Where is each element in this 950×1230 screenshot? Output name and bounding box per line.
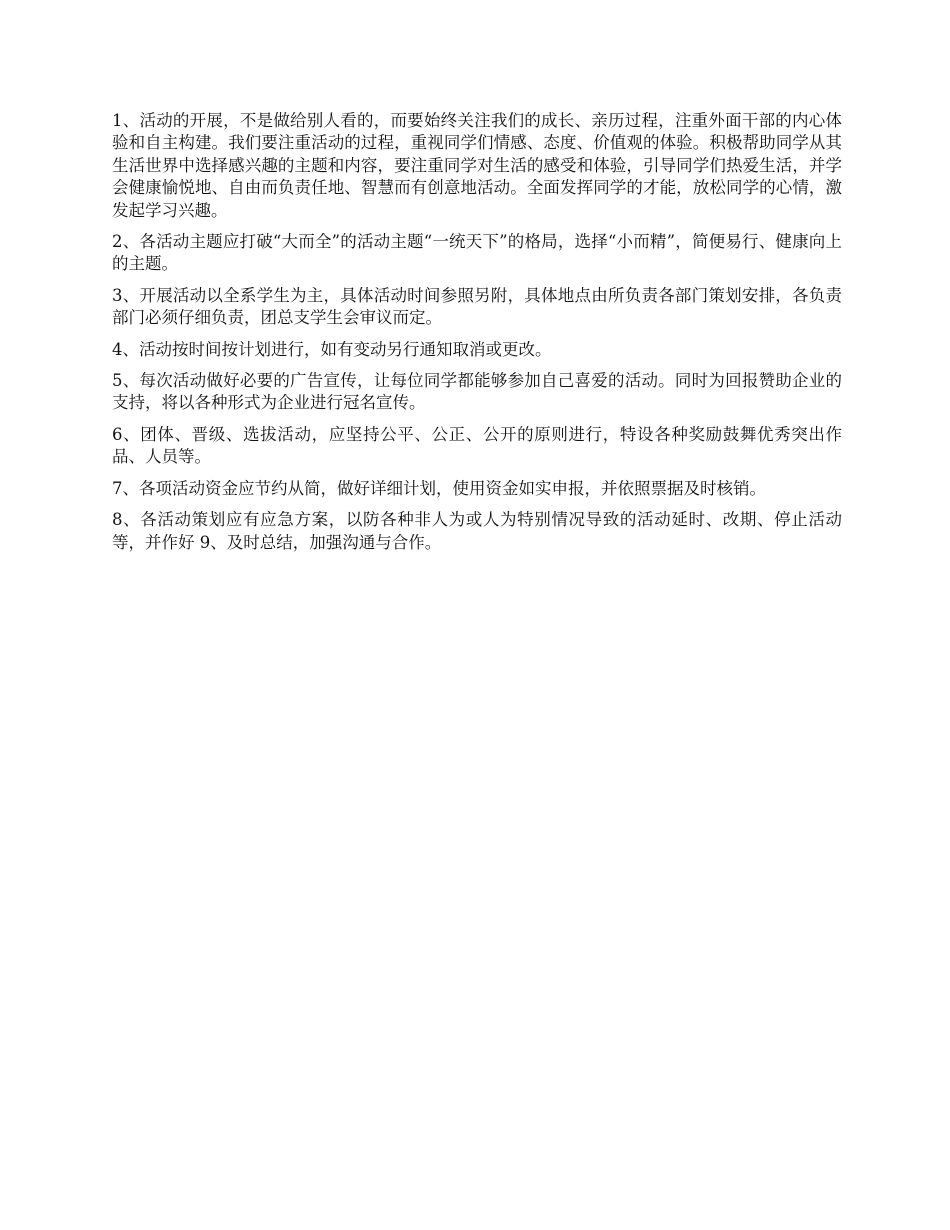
paragraph-3: 3、开展活动以全系学生为主，具体活动时间参照另附，具体地点由所负责各部门策划安排，各负责部门必须仔细负责，团总支学生会审议而定。 xyxy=(112,285,842,328)
paragraph-2: 2、各活动主题应打破“大而全”的活动主题“一统天下”的格局，选择“小而精”，简便易行、健康向上的主题。 xyxy=(112,232,842,274)
paragraph-7: 7、各项活动资金应节约从简，做好详细计划，使用资金如实申报，并依照票据及时核销。 xyxy=(112,478,766,498)
paragraph-1: 1、活动的开展，不是做给别人看的，而要始终关注我们的成长、亲历过程，注重外面干部的内心体验和自主构建。我们要注重活动的过程，重视同学们情感、态度、价值观的体验。积极帮助同学从其生活世界中选择感兴趣的主题和内容，要注重同学对生活的感受和体验，引导同学们热爱生活，并学会健康愉悦地、自由而负责任地、智慧而有创意地活动。全面发挥同学的才能，放松同学的心情，激发起学习兴趣。 xyxy=(112,111,842,220)
document-body xyxy=(112,110,842,563)
paragraph-6: 6、团体、晋级、选拔活动，应坚持公平、公正、公开的原则进行，特设各种奖励鼓舞优秀突出作品、人员等。 xyxy=(112,424,842,467)
paragraph-8: 8、各活动策划应有应急方案，以防各种非人为或人为特别情况导致的活动延时、改期、停止活动等，并作好 9、及时总结，加强沟通与合作。 xyxy=(112,510,842,552)
paragraph-4: 4、活动按时间按计划进行，如有变动另行通知取消或更改。 xyxy=(112,339,552,359)
paragraph-5: 5、每次活动做好必要的广告宣传，让每位同学都能够参加自己喜爱的活动。同时为回报赞助企业的支持，将以各种形式为企业进行冠名宣传。 xyxy=(112,371,842,413)
